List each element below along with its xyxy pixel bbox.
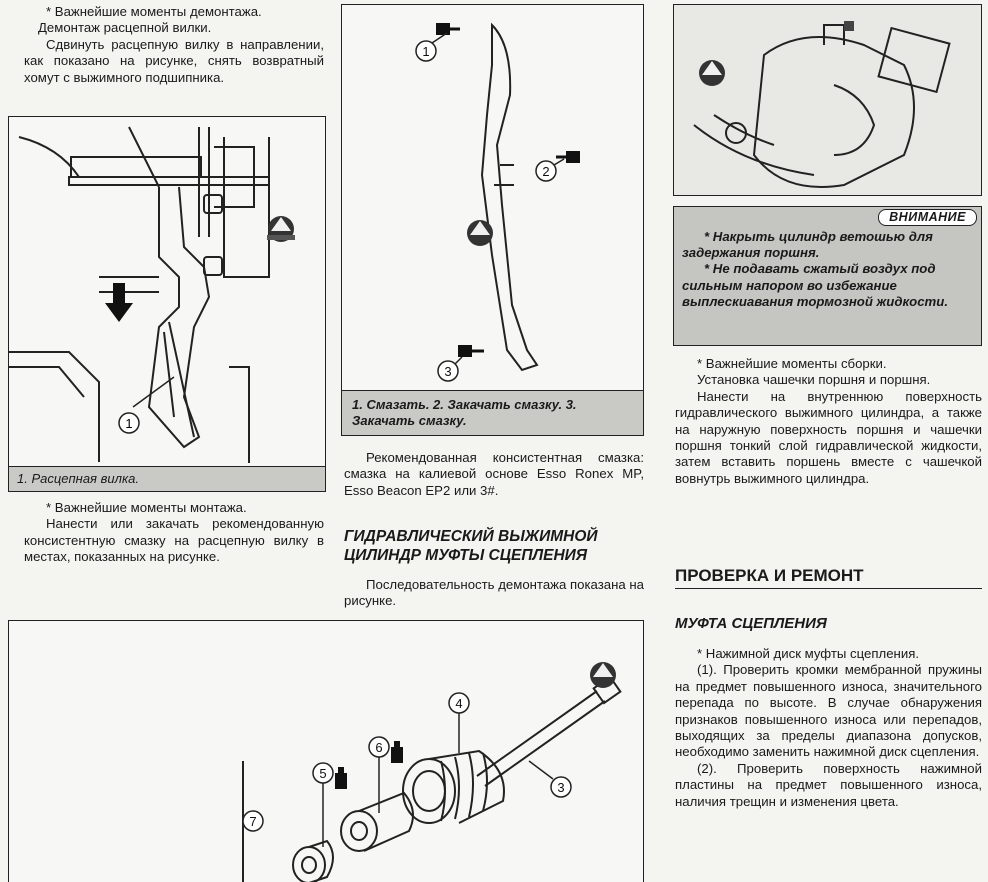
cylinder-photo — [673, 4, 982, 196]
release-fork-drawing — [9, 117, 325, 463]
grease-icon-5 — [335, 773, 347, 789]
clutch-inspection-text — [675, 646, 982, 810]
section-heading-inspection: ПРОВЕРКА И РЕМОНТ — [675, 566, 864, 585]
assembly-text: Нанести на внутреннюю поверхность гидравлического выжимного цилиндра, а также на наружную поверхность поршня и чашечки поршня тонкий слой гидравлической жидкости, затем вставить поршень вместе с чашечкой вовнутрь выжимного цилиндра. — [675, 388, 982, 486]
pressure-plate-heading: * Нажимной диск муфты сцепления. — [697, 646, 920, 661]
grease-recommendation — [344, 450, 644, 499]
install-points-heading: * Важнейшие моменты монтажа. — [46, 500, 247, 515]
left-intro — [24, 4, 324, 86]
assembly-heading: * Важнейшие моменты сборки. — [697, 356, 887, 371]
attention-title: ВНИМАНИЕ — [878, 209, 977, 226]
mark-logo — [267, 216, 295, 242]
section-divider — [675, 588, 982, 589]
lubrication-caption: 1. Смазать. 2. Закачать смазку. 3. Закачать смазку. — [342, 390, 643, 435]
attention-box — [673, 206, 982, 346]
attention-item-2: * Не подавать сжатый воздух под сильным напором во избежание выплескиавания тормозной жидкости. — [682, 261, 948, 309]
fork-removal-title: Демонтаж расцепной вилки. — [38, 20, 212, 36]
mark-logo — [467, 220, 493, 246]
release-fork-figure — [8, 116, 326, 492]
lubrication-figure — [341, 4, 644, 436]
callout-2-label: 2 — [542, 164, 550, 179]
removal-sequence-text: Последовательность демонтажа показана на рисунке. — [344, 577, 644, 609]
grease-icon-6 — [391, 747, 403, 763]
callout-5-label: 5 — [319, 766, 327, 781]
callout-1-label: 1 — [422, 44, 430, 59]
lube-icon-1 — [436, 23, 460, 35]
section-heading-cylinder: ГИДРАВЛИЧЕСКИЙ ВЫЖИМНОЙ ЦИЛИНДР МУФТЫ СЦЕПЛЕНИЯ — [344, 528, 598, 564]
inspection-step-2: (2). Проверить поверхность нажимной пластины на предмет повышенного износа, наличия трещин и изменения цвета. — [675, 760, 982, 809]
subsection-heading-clutch: МУФТА СЦЕПЛЕНИЯ — [675, 615, 827, 632]
callout-6-label: 6 — [375, 740, 383, 755]
callout-3-label: 3 — [557, 780, 565, 795]
inspection-step-1: (1). Проверить кромки мембранной пружины на предмет повышенного износа, значительного перепада по высоте. В случае обнаружения признаков повышенного износа или перепадов, выходящих за пределы диапазона допусков, необходимо заменить нажимной диск сцепления. — [675, 662, 982, 760]
fork-removal-text: Сдвинуть расцепную вилку в направлении, как показано на рисунке, снять возвратный хомут с выжимного подшипника. — [24, 36, 324, 85]
lube-icon-3 — [458, 345, 484, 357]
install-text: Нанести или закачать рекомендованную консистентную смазку на расцепную вилку в местах, показанных на рисунке. — [24, 516, 324, 565]
callout-1-label: 1 — [125, 416, 133, 431]
release-fork-caption: 1. Расцепная вилка. — [9, 466, 325, 491]
mark-logo — [590, 662, 616, 688]
cylinder-photo-drawing — [674, 5, 981, 195]
lubrication-drawing — [342, 5, 643, 391]
cylinder-exploded-drawing — [9, 621, 643, 882]
attention-item-1: * Накрыть цилиндр ветошью для задержания поршня. — [682, 229, 933, 261]
cylinder-exploded-figure — [8, 620, 644, 882]
grease-text: Рекомендованная консистентная смазка: смазка на калиевой основе Esso Ronex MP, Esso Beacon EP2 или 3#. — [344, 450, 644, 498]
callout-3-label: 3 — [444, 364, 452, 379]
callout-7-label: 7 — [249, 814, 257, 829]
left-install — [24, 500, 324, 566]
assembly-points — [675, 356, 982, 487]
callout-4-label: 4 — [455, 696, 463, 711]
mark-logo — [699, 60, 725, 86]
removal-points-heading: * Важнейшие моменты демонтажа. — [46, 4, 262, 19]
piston-install-title: Установка чашечки поршня и поршня. — [697, 372, 931, 388]
removal-sequence — [344, 577, 644, 610]
